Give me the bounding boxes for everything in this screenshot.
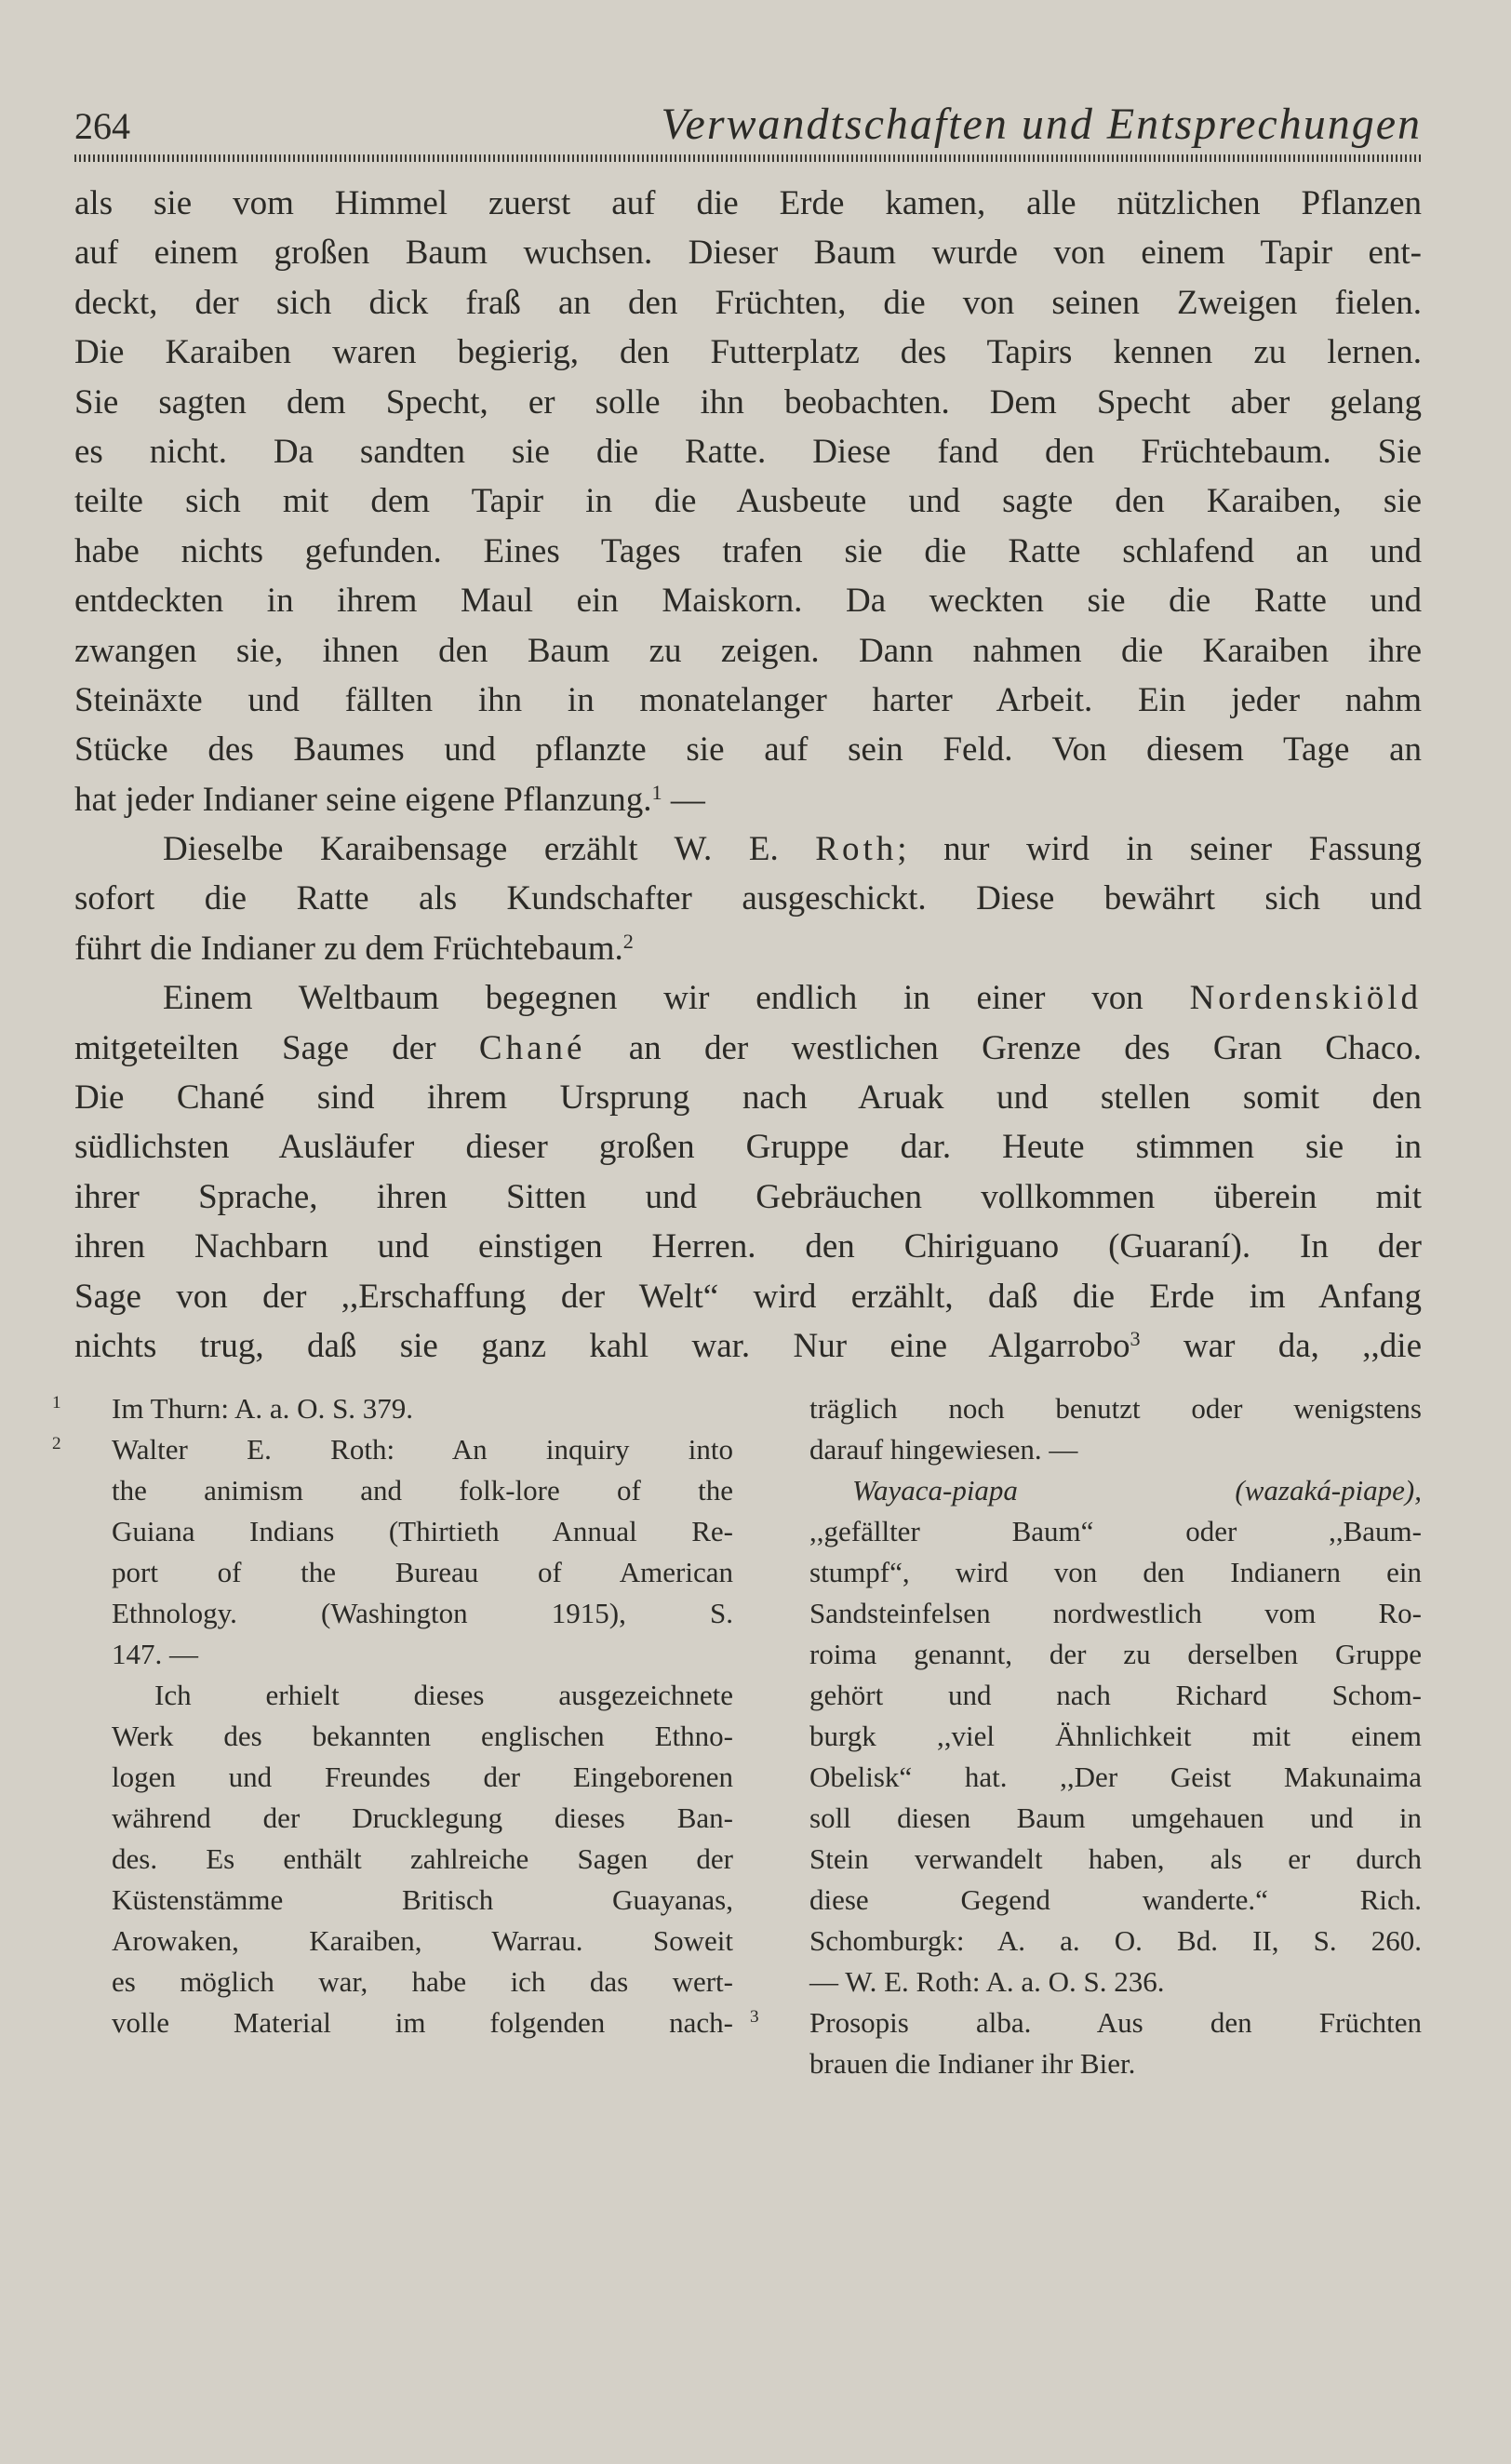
- text-line: [74, 973, 1422, 1023]
- footnote-ref-1: 1: [651, 780, 662, 804]
- text-line: zwangen sie, ihnen den Baum zu zeigen. Dann nahmen die Karaiben ihre: [74, 631, 1422, 670]
- footnote-line: Werk des bekannten englischen Ethno-: [112, 1720, 733, 1752]
- footnote-line: ,,gefällter Baum“ oder ,,Baum-: [809, 1515, 1422, 1547]
- footnote-2: 2 Walter E. Roth: An inquiry into: [52, 1433, 733, 1466]
- footnote-1: 1 Im Thurn: A. a. O. S. 379.: [52, 1392, 414, 1425]
- text-span: Dieselbe Karaibensage erzählt W. E.: [163, 830, 816, 869]
- text-span: nichts trug, daß sie ganz kahl war. Nur eine Algarrobo: [74, 1326, 1130, 1365]
- text-line: Steinäxte und fällten ihn in monatelanger harter Arbeit. Ein jeder nahm: [74, 680, 1422, 719]
- footnote-line: während der Drucklegung dieses Ban-: [112, 1801, 733, 1834]
- text-line: [74, 775, 1422, 824]
- footnote-line: Sandsteinfelsen nordwestlich vom Ro-: [809, 1597, 1422, 1629]
- text-line: ihrer Sprache, ihren Sitten und Gebräuchen vollkommen überein mit: [74, 1177, 1422, 1216]
- text-span: ; nur wird in seiner Fassung: [897, 830, 1422, 869]
- footnote-ref-2: 2: [622, 929, 634, 953]
- footnote-line: Ethnology. (Washington 1915), S.: [112, 1597, 733, 1629]
- text-span: Im Thurn: A. a. O. S. 379.: [112, 1392, 414, 1425]
- text-line: teilte sich mit dem Tapir in die Ausbeute und sagte den Karaiben, sie: [74, 482, 1422, 521]
- text-line: habe nichts gefunden. Eines Tages trafen sie die Ratte schlafend an und: [74, 531, 1422, 570]
- text-span: Walter E. Roth: An inquiry into: [112, 1433, 733, 1466]
- text-line: ihren Nachbarn und einstigen Herren. den Chiriguano (Guaraní). In der: [74, 1227, 1422, 1266]
- text-line: Die Chané sind ihrem Ursprung nach Aruak und stellen somit den: [74, 1078, 1422, 1118]
- footnote-line: es möglich war, habe ich das wert-: [112, 1965, 733, 1998]
- text-line: [74, 824, 1422, 874]
- text-line: Sie sagten dem Specht, er solle ihn beobachten. Dem Specht aber gelang: [74, 382, 1422, 422]
- text-line: Stücke des Baumes und pflanzte sie auf sein Feld. Von diesem Tage an: [74, 730, 1422, 770]
- footnote-line: 147. —: [112, 1638, 198, 1670]
- text-line: deckt, der sich dick fraß an den Früchten, die von seinen Zweigen fielen.: [74, 283, 1422, 322]
- running-title: Verwandtschaften und Entsprechungen: [661, 100, 1422, 149]
- footnote-ref-3: 3: [1130, 1326, 1141, 1350]
- page-number: 264: [74, 105, 130, 147]
- header-rule: [74, 154, 1422, 162]
- footnote-line: Stein verwandelt haben, als er durch: [809, 1842, 1422, 1875]
- tribe-name: Chané: [478, 1028, 586, 1067]
- footnote-line: Schomburgk: A. a. O. Bd. II, S. 260.: [809, 1924, 1422, 1957]
- text-line: Die Karaiben waren begierig, den Futterplatz des Tapirs kennen zu lernen.: [74, 333, 1422, 372]
- footnote-line: Guiana Indians (Thirtieth Annual Re-: [112, 1515, 733, 1547]
- text-span: (wazaká-piape),: [1235, 1474, 1422, 1507]
- text-span: mitgeteilten Sage der: [74, 1028, 479, 1067]
- footnote-line: des. Es enthält zahlreiche Sagen der: [112, 1842, 733, 1875]
- text-span: —: [662, 780, 705, 819]
- text-span: hat jeder Indianer seine eigene Pflanzung.: [74, 780, 652, 819]
- text-line: [74, 1024, 1422, 1073]
- text-span: an der westlichen Grenze des Gran Chaco.: [585, 1028, 1422, 1067]
- footnote-line: stumpf“, wird von den Indianern ein: [809, 1556, 1422, 1588]
- footnote-line: logen und Freundes der Eingeborenen: [112, 1761, 733, 1793]
- footnote-line: träglich noch benutzt oder wenigstens: [809, 1392, 1422, 1425]
- text-line: Sage von der ,,Erschaffung der Welt“ wird erzählt, daß die Erde im Anfang: [74, 1277, 1422, 1316]
- author-name: Roth: [815, 830, 898, 869]
- author-name: Nordenskiöld: [1189, 979, 1422, 1018]
- text-line: als sie vom Himmel zuerst auf die Erde kamen, alle nützlichen Pflanzen: [74, 184, 1422, 222]
- footnotes-left-column: [52, 1388, 733, 2043]
- footnote-line: [780, 1470, 1422, 1511]
- footnote-line: volle Material im folgenden nach-: [112, 2006, 733, 2039]
- text-span: führt die Indianer zu dem Früchtebaum.: [74, 929, 623, 968]
- footnote-line: roima genannt, der zu derselben Gruppe: [809, 1638, 1422, 1670]
- footnote-line: darauf hingewiesen. —: [809, 1433, 1078, 1466]
- text-span: war da, ,,die: [1140, 1326, 1422, 1365]
- text-line: es nicht. Da sandten sie die Ratte. Diese fand den Früchtebaum. Sie: [74, 432, 1422, 471]
- text-span: Einem Weltbaum begegnen wir endlich in einer von: [163, 979, 1190, 1018]
- text-line: sofort die Ratte als Kundschafter ausgeschickt. Diese bewährt sich und: [74, 879, 1422, 918]
- footnote-line: burgk ,,viel Ähnlichkeit mit einem: [809, 1720, 1422, 1752]
- text-line: [74, 1321, 1422, 1371]
- footnote-line: Ich erhielt dieses ausgezeichnete: [154, 1679, 733, 1711]
- footnote-line: Küstenstämme Britisch Guayanas,: [112, 1883, 733, 1916]
- text-line: entdeckten in ihrem Maul ein Maiskorn. Da weckten sie die Ratte und: [74, 582, 1422, 621]
- footnote-3: 3 Prosopis alba. Aus den Früchten: [750, 2006, 1422, 2039]
- text-span: Prosopis alba. Aus den Früchten: [809, 2006, 1422, 2039]
- text-line: [74, 924, 1422, 973]
- footnote-line: Obelisk“ hat. ,,Der Geist Makunaima: [809, 1761, 1422, 1793]
- footnote-line: gehört und nach Richard Schom-: [809, 1679, 1422, 1711]
- footnotes-right-column: [750, 1388, 1422, 2084]
- footnote-line: soll diesen Baum umgehauen und in: [809, 1801, 1422, 1834]
- footnote-line: — W. E. Roth: A. a. O. S. 236.: [809, 1965, 1165, 1998]
- text-line: südlichsten Ausläufer dieser großen Gruppe dar. Heute stimmen sie in: [74, 1128, 1422, 1167]
- page-header: [74, 100, 1422, 153]
- text-span: Wayaca-piapa: [852, 1474, 1018, 1507]
- main-text: [74, 179, 1422, 1371]
- footnote-line: brauen die Indianer ihr Bier.: [809, 2047, 1136, 2080]
- footnote-line: diese Gegend wanderte.“ Rich.: [809, 1883, 1422, 1916]
- footnote-line: the animism and folk-lore of the: [112, 1474, 733, 1507]
- footnote-line: port of the Bureau of American: [112, 1556, 733, 1588]
- footnote-line: Arowaken, Karaiben, Warrau. Soweit: [112, 1924, 733, 1957]
- text-line: auf einem großen Baum wuchsen. Dieser Baum wurde von einem Tapir ent-: [74, 234, 1422, 273]
